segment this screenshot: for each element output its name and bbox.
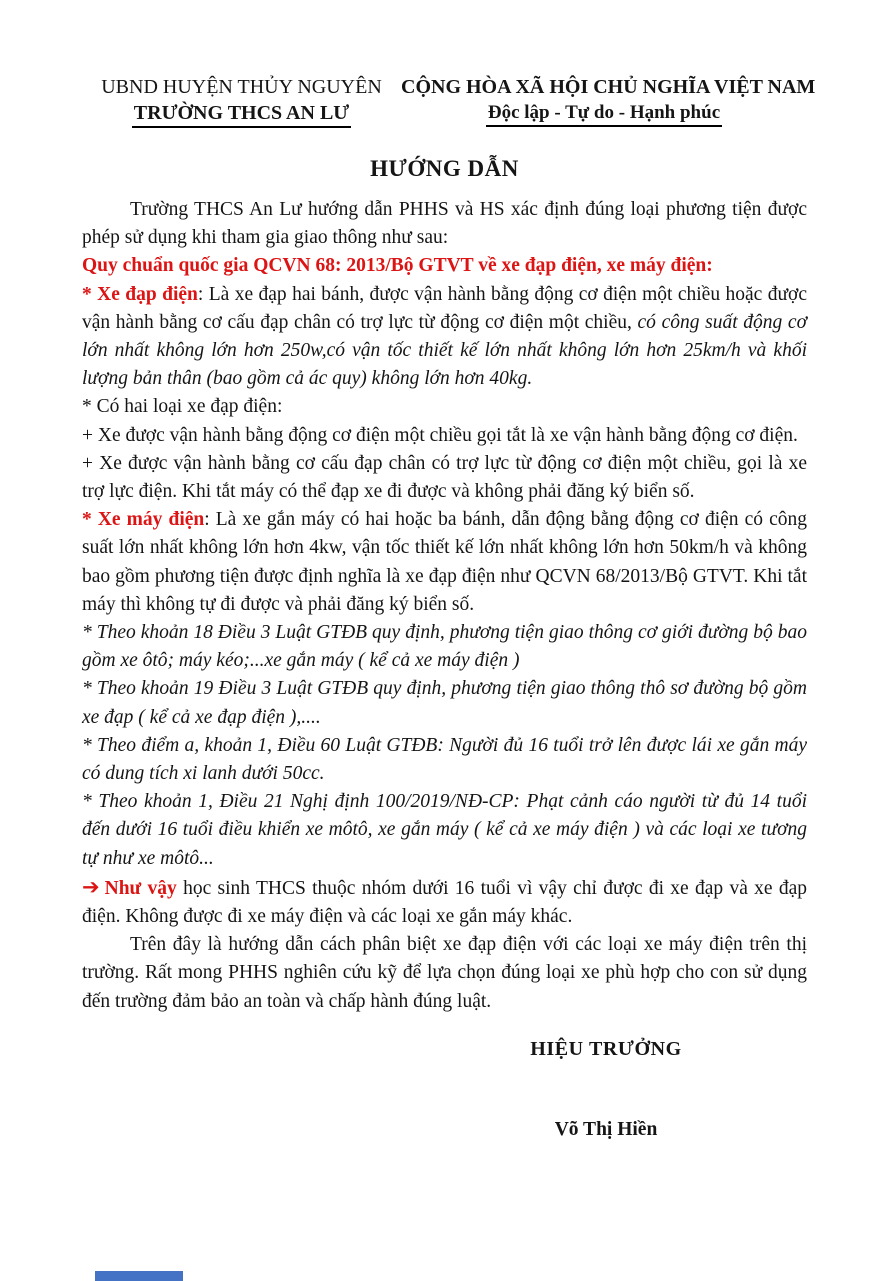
document-body (82, 196, 807, 1016)
org-parent-name: UBND HUYỆN THỦY NGUYÊN (101, 76, 382, 98)
national-motto: Độc lập - Tự do - Hạnh phúc (401, 102, 807, 127)
signer-role: HIỆU TRƯỞNG (530, 1037, 682, 1060)
ebike-type2-paragraph: + Xe được vận hành bằng cơ cấu đạp chân có trợ lực từ động cơ điện một chiều, gọi là xe trợ lực điện. Khi tắt máy có thể đạp xe đi được và không phải đăng ký biển số. (82, 452, 807, 503)
issuing-org-block (82, 76, 401, 128)
intro-paragraph: Trường THCS An Lư hướng dẫn PHHS và HS xác định đúng loại phương tiện được phép sử dụng khi tham gia giao thông như sau: (82, 199, 807, 249)
law-note-4: * Theo khoản 1, Điều 21 Nghị định 100/2019/NĐ-CP: Phạt cảnh cáo người từ đủ 14 tuổi đến dưới 16 tuổi điều khiển xe môtô, xe gắn máy ( kể cả xe máy điện ) và các loại xe tương tự như xe môtô... (82, 791, 807, 869)
conclusion-text: học sinh THCS thuộc nhóm dưới 16 tuổi vì vậy chỉ được đi xe đạp và xe đạp điện. Không được đi xe máy điện và các loại xe gắn máy khác. (82, 877, 807, 928)
document-header (82, 76, 816, 128)
ebike-label: * Xe đạp điện (82, 283, 198, 305)
emoto-text: : Là xe gắn máy có hai hoặc ba bánh, dẫn động bằng động cơ điện có công suất lớn nhất không lớn hơn 4kw, vận tốc thiết kế lớn nhất không lớn hơn 50km/h và không bao gồm phương tiện được định nghĩa là xe đạp điện như QCVN 68/2013/Bộ GTVT. Khi tắt máy thì không tự đi được và phải đăng ký biển số. (82, 509, 808, 615)
emoto-definition-paragraph (82, 506, 807, 619)
law-note-3: * Theo điểm a, khoản 1, Điều 60 Luật GTĐB: Người đủ 16 tuổi trở lên được lái xe gắn máy có dung tích xi lanh dưới 50cc. (82, 734, 807, 785)
national-motto-block (401, 76, 816, 128)
ebike-spec-italic: có công suất động cơ lớn nhất không lớn hơn 250w,có vận tốc thiết kế lớn nhất không lớn hơn 25km/h và khối lượng bản thân (bao gồm cả ác quy) không lớn hơn 40kg. (82, 311, 807, 390)
conclusion-label: Như vậy (104, 877, 177, 899)
footer-accent-bar (95, 1271, 183, 1281)
law-note-2: * Theo khoản 19 Điều 3 Luật GTĐB quy định, phương tiện giao thông thô sơ đường bộ gồm xe đạp ( kể cả xe đạp điện ),.... (82, 678, 807, 728)
closing-paragraph: Trên đây là hướng dẫn cách phân biệt xe đạp điện với các loại xe máy điện trên thị trường. Rất mong PHHS nghiên cứu kỹ để lựa chọn đúng loại xe phù hợp cho con sử dụng đến trường đảm bảo an toàn và chấp hành đúng luật. (82, 934, 807, 1012)
ebike-type1-paragraph: + Xe được vận hành bằng động cơ điện một chiều gọi tắt là xe vận hành bằng động cơ điện. (82, 424, 798, 446)
ebike-definition-paragraph (82, 281, 807, 394)
page-title: HƯỚNG DẪN (370, 156, 519, 181)
emoto-label: * Xe máy điện (82, 509, 205, 531)
standard-heading: Quy chuẩn quốc gia QCVN 68: 2013/Bộ GTVT về xe đạp điện, xe máy điện: (82, 255, 713, 277)
national-title: CỘNG HÒA XÃ HỘI CHỦ NGHĨA VIỆT NAM (401, 76, 816, 98)
conclusion-paragraph (82, 873, 807, 931)
org-school-name: TRƯỜNG THCS AN LƯ (82, 102, 401, 128)
signature-block (455, 1038, 757, 1141)
ebike-text: : Là xe đạp hai bánh, được vận hành bằng động cơ điện một chiều hoặc được vận hành bằng cơ cấu đạp chân có trợ lực từ động cơ điện một chiều, (82, 283, 807, 333)
law-note-1: * Theo khoản 18 Điều 3 Luật GTĐB quy định, phương tiện giao thông cơ giới đường bộ bao gồm xe ôtô; máy kéo;...xe gắn máy ( kể cả xe máy điện ) (82, 622, 807, 672)
two-types-line: * Có hai loại xe đạp điện: (82, 396, 283, 418)
right-arrow-icon: ➔ (82, 874, 100, 899)
signer-name: Võ Thị Hiền (554, 1118, 658, 1140)
